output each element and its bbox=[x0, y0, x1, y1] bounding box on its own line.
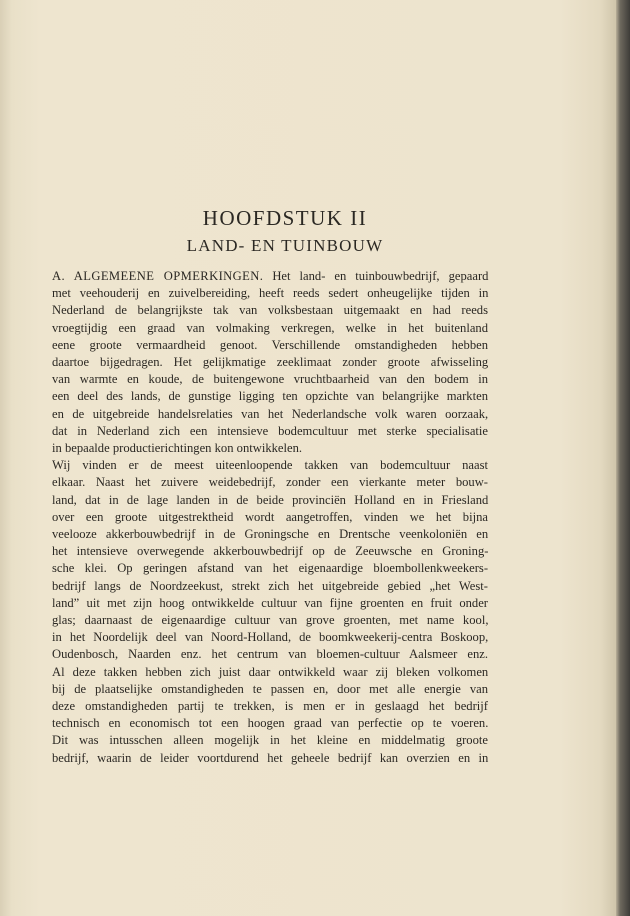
text-line: deze omstandigheden partij te trekken, is men er in geslaagd het bedrijf bbox=[52, 699, 488, 714]
text-line: Dit was intusschen alleen mogelijk in het kleine en middelmatig groote bbox=[52, 733, 488, 748]
chapter-subtitle: LAND- EN TUINBOUW bbox=[186, 236, 384, 255]
text-line: dat in Nederland zich een intensieve bodemcultuur met sterke specialisatie bbox=[52, 423, 488, 438]
text-line: een deel des lands, de gunstige ligging ten opzichte van belangrijke markten bbox=[52, 389, 488, 404]
body-text bbox=[52, 268, 488, 767]
text-line: eene groote vermaardheid genoot. Verschillende omstandigheden hebben bbox=[52, 337, 489, 352]
text-line: sche klei. Op geringen afstand van het eigenaardige bloembollenkweekers- bbox=[52, 561, 489, 576]
text-line: A. ALGEMEENE OPMERKINGEN. Het land- en tuinbouwbedrijf, gepaard bbox=[52, 269, 489, 283]
text-line: van warmte en koude, de buitengewone vruchtbaarheid van den bodem in bbox=[52, 372, 488, 387]
text-line: in het Noordelijk deel van Noord-Holland, de boomkweekerij-centra Boskoop, bbox=[52, 630, 489, 645]
text-line: bedrijf, waarin de leider voortdurend het geheele bedrijf kan overzien en in bbox=[52, 750, 489, 765]
text-line: in bepaalde productierichtingen kon ontwikkelen. bbox=[52, 441, 303, 456]
text-line: bedrijf langs de Noordzeekust, strekt zich het uitgebreide gebied „het West- bbox=[52, 578, 488, 593]
text-line: daartoe bijgedragen. Het gelijkmatige zeeklimaat zonder groote afwisseling bbox=[52, 355, 489, 370]
text-line: land” uit met zijn hoog ontwikkelde cultuur van fijne groenten en fruit onder bbox=[52, 595, 488, 610]
text-line: en de uitgebreide handelsrelaties van het Nederlandsche volk waren oorzaak, bbox=[52, 406, 489, 421]
text-line: over een groote uitgestrektheid wordt aangetroffen, vinden we het bijna bbox=[52, 509, 488, 524]
text-line: het intensieve overwegende akkerbouwbedrijf op de Zeeuwsche en Groning- bbox=[52, 544, 489, 559]
text-line: met veehouderij en zuivelbereiding, heeft reeds sedert onheugelijke tijden in bbox=[52, 286, 489, 301]
text-line: Oudenbosch, Naarden enz. het centrum van bloemen-cultuur Aalsmeer enz. bbox=[52, 647, 488, 662]
text-line: veelooze akkerbouwbedrijf in de Groningsche en Drentsche veenkoloniën en bbox=[52, 527, 489, 542]
text-line: land, dat in de lage landen in de beide provinciën Holland en in Friesland bbox=[52, 492, 489, 507]
text-line: vroegtijdig een graad van volmaking verkregen, welke in het buitenland bbox=[52, 320, 488, 335]
chapter-title: HOOFDSTUK II bbox=[202, 206, 368, 230]
text-line: technisch en economisch tot een hoogen graad van perfectie op te voeren. bbox=[52, 716, 489, 731]
text-line: elkaar. Naast het zuivere weidebedrijf, zonder een vierkante meter bouw- bbox=[52, 475, 488, 490]
text-line: Al deze takken hebben zich juist daar ontwikkeld waar zij bleken volkomen bbox=[52, 664, 489, 679]
text-line: bij de plaatselijke omstandigheden te passen en, door met alle energie van bbox=[52, 681, 488, 696]
text-line: Wij vinden er de meest uiteenloopende takken van bodemcultuur naast bbox=[52, 458, 488, 473]
section-label: A. ALGEMEENE OPMERKINGEN. bbox=[52, 269, 264, 283]
text-line: glas; daarnaast de eigenaardige cultuur van grove groenten, met name kool, bbox=[52, 613, 489, 628]
page-edge bbox=[616, 0, 630, 916]
text-line: Nederland de belangrijkste tak van volksbestaan uitgemaakt en had reeds bbox=[52, 303, 488, 318]
